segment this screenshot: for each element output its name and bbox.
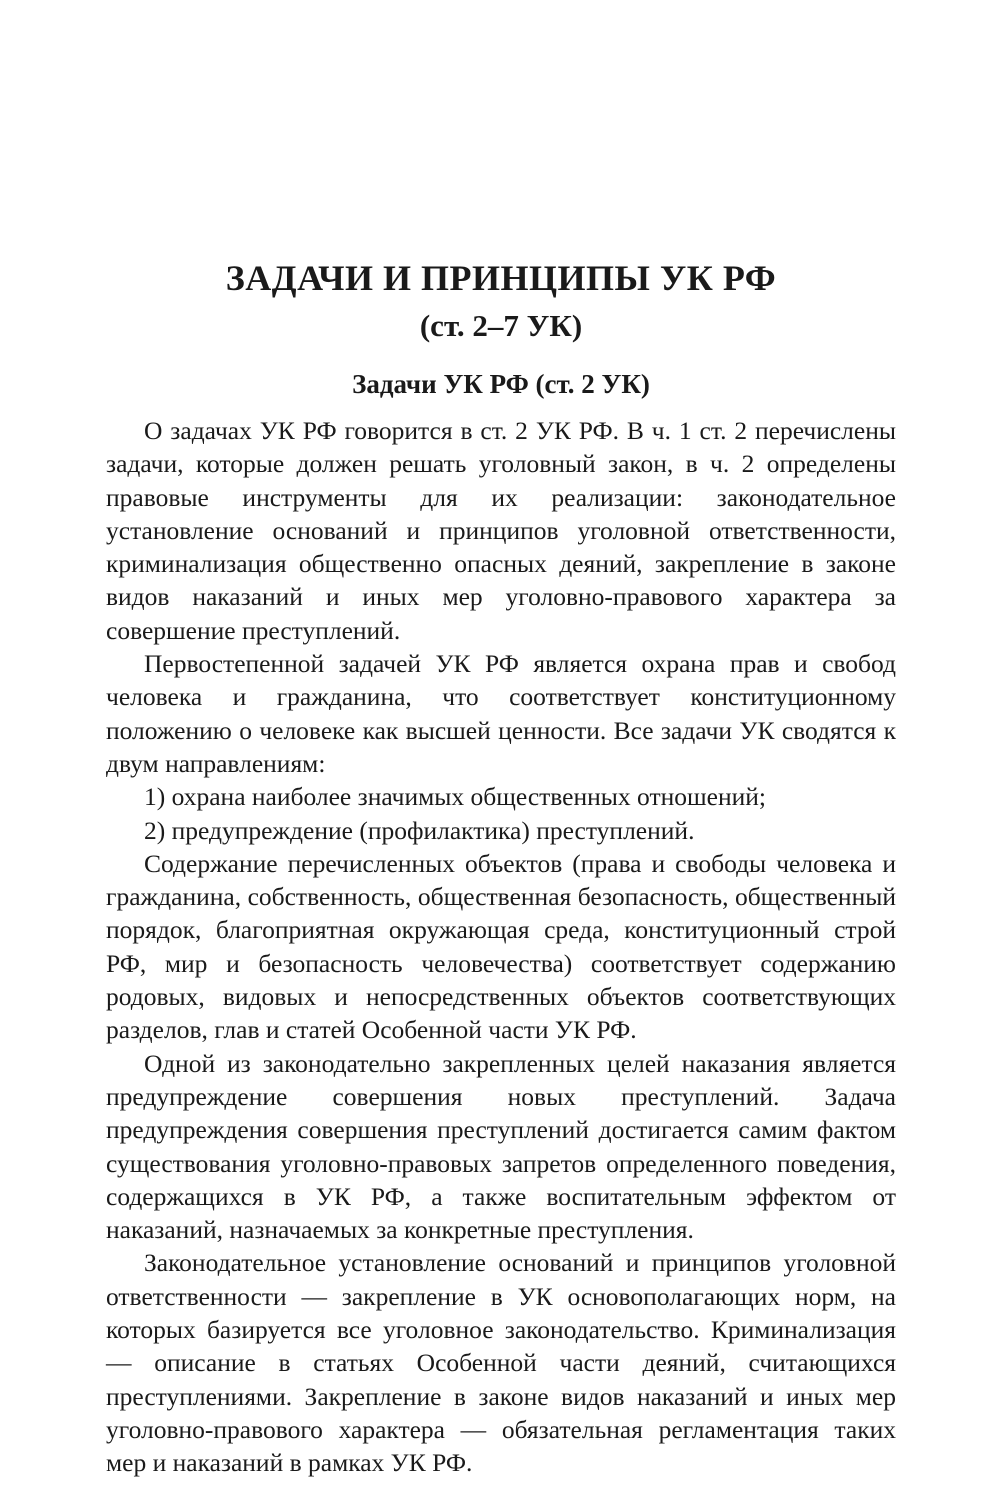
paragraph: Одной из законодательно закрепленных целей наказания является предупреждение совершения новых преступлений. Задача предупреждения совершения преступлений достигается самим фактом существования уголовно-правовых запретов определенного поведения, содержащихся в УК РФ, а также воспитательным эффектом от наказаний, назначаемых за конкретные преступления.	[106, 1048, 896, 1245]
chapter-title: ЗАДАЧИ И ПРИНЦИПЫ УК РФ	[225, 258, 777, 298]
document-page	[106, 256, 896, 1480]
section-title: Задачи УК РФ (ст. 2 УК)	[352, 369, 650, 399]
paragraph: Первостепенной задачей УК РФ является охрана прав и свобод человека и гражданина, что соответствует конституционному положению о человеке как высшей ценности. Все задачи УК сводятся к двум направлениям:	[106, 649, 896, 778]
list-item: 1) охрана наиболее значимых общественных отношений;	[144, 782, 766, 812]
paragraph: Законодательное установление оснований и принципов уголовной ответственности — закрепление в УК основополагающих норм, на которых базируется все уголовное законодательство. Криминализация — описание в статьях Особенной части деяний, считающихся преступлениями. Закрепление в законе видов наказаний и иных мер уголовно-правового характера — обязательная регламентация таких мер и наказаний в рамках УК РФ.	[106, 1248, 896, 1478]
body-text	[106, 414, 896, 1480]
list-item: 2) предупреждение (профилактика) преступлений.	[144, 815, 695, 845]
chapter-subtitle: (ст. 2–7 УК)	[419, 308, 583, 343]
paragraph: О задачах УК РФ говорится в ст. 2 УК РФ. В ч. 1 ст. 2 перечислены задачи, которые должен решать уголовный закон, в ч. 2 определены правовые инструменты для их реализации: законодательное установление оснований и принципов уголовной ответственности, криминализация общественно опасных деяний, закрепление в законе видов наказаний и иных мер уголовно-правового характера за совершение преступлений.	[106, 416, 896, 645]
paragraph: Содержание перечисленных объектов (права и свободы человека и гражданина, собственность, общественная безопасность, общественный порядок, благоприятная окружающая среда, конституционный строй РФ, мир и безопасность человечества) соответствует содержанию родовых, видовых и непосредственных объектов соответствующих разделов, глав и статей Особенной части УК РФ.	[106, 848, 896, 1045]
